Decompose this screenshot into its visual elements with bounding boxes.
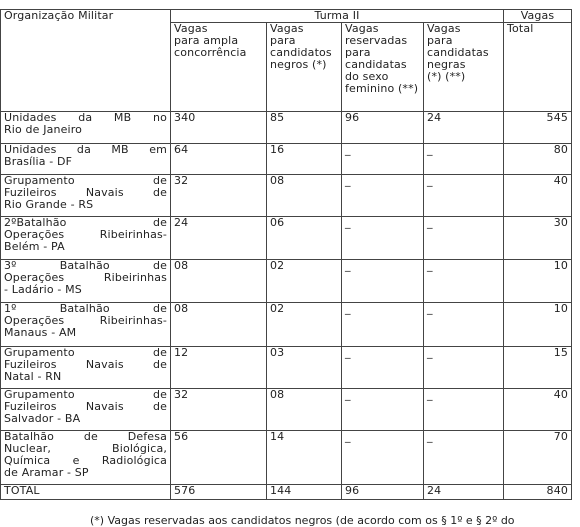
- negros-cell: 16: [267, 144, 342, 175]
- negros-cell: 08: [267, 389, 342, 431]
- header-sub-0: [171, 23, 267, 112]
- total-cell: 10: [504, 303, 572, 347]
- negras-cell: _: [424, 303, 504, 347]
- negras-cell: _: [424, 144, 504, 175]
- feminino-cell: _: [342, 217, 424, 260]
- header-sub-line: candidatos: [270, 46, 332, 59]
- header-sub-line: reservadas: [345, 34, 408, 47]
- header-org: Organização Militar: [1, 10, 171, 112]
- org-cell: [1, 303, 171, 347]
- ampla-cell: 576: [171, 485, 267, 500]
- header-sub-line: para: [345, 46, 371, 59]
- header-sub-line: Vagas: [270, 22, 304, 35]
- header-sub-line: do sexo: [345, 70, 389, 83]
- feminino-cell: 96: [342, 112, 424, 144]
- org-line: Nuclear, Biológica,: [4, 442, 167, 455]
- feminino-cell: _: [342, 260, 424, 303]
- org-line: Rio Grande - RS: [4, 198, 94, 211]
- org-line: 3º Batalhão de: [4, 259, 167, 272]
- ampla-cell: 08: [171, 303, 267, 347]
- header-sub-line: para ampla: [174, 34, 239, 47]
- ampla-cell: 64: [171, 144, 267, 175]
- table-row: [1, 347, 572, 389]
- ampla-cell: 32: [171, 389, 267, 431]
- negras-cell: 24: [424, 112, 504, 144]
- total-label: TOTAL: [1, 485, 171, 500]
- negras-cell: 24: [424, 485, 504, 500]
- org-line: Natal - RN: [4, 370, 62, 383]
- org-line: Fuzileiros Navais de: [4, 358, 167, 371]
- negros-cell: 08: [267, 175, 342, 217]
- org-cell: [1, 260, 171, 303]
- org-line: Grupamento de: [4, 388, 167, 401]
- table-row: [1, 431, 572, 485]
- footnote: (*) Vagas reservadas aos candidatos negros (de acordo com os § 1º e § 2º do: [90, 514, 515, 527]
- negras-cell: _: [424, 347, 504, 389]
- ampla-cell: 32: [171, 175, 267, 217]
- total-cell: 545: [504, 112, 572, 144]
- org-line: Operações Ribeirinhas-: [4, 314, 167, 327]
- header-sub-line: (*) (**): [427, 70, 466, 83]
- total-cell: 80: [504, 144, 572, 175]
- feminino-cell: _: [342, 144, 424, 175]
- negros-cell: 14: [267, 431, 342, 485]
- table-row: [1, 112, 572, 144]
- org-line: Brasília - DF: [4, 155, 73, 168]
- header-sub-line: Total: [507, 22, 534, 35]
- header-sub-line: feminino (**): [345, 82, 419, 95]
- vagas-table: [0, 9, 572, 500]
- org-cell: [1, 175, 171, 217]
- org-line: Grupamento de: [4, 174, 167, 187]
- org-line: Química e Radiológica: [4, 454, 167, 467]
- table-row: [1, 217, 572, 260]
- feminino-cell: 96: [342, 485, 424, 500]
- org-line: de Aramar - SP: [4, 466, 89, 479]
- negras-cell: _: [424, 389, 504, 431]
- negras-cell: _: [424, 431, 504, 485]
- header-sub-line: candidatas: [345, 58, 407, 71]
- org-line: 2ºBatalhão de: [4, 216, 167, 229]
- org-line: Unidades da MB no: [4, 111, 167, 124]
- org-line: Fuzileiros Navais de: [4, 186, 167, 199]
- negras-cell: _: [424, 217, 504, 260]
- negros-cell: 06: [267, 217, 342, 260]
- header-sub-line: Vagas: [174, 22, 208, 35]
- negros-cell: 03: [267, 347, 342, 389]
- feminino-cell: _: [342, 347, 424, 389]
- org-cell: [1, 217, 171, 260]
- ampla-cell: 08: [171, 260, 267, 303]
- negras-cell: _: [424, 260, 504, 303]
- total-cell: 70: [504, 431, 572, 485]
- org-line: 1º Batalhão de: [4, 302, 167, 315]
- total-cell: 40: [504, 175, 572, 217]
- header-turma: Turma II: [171, 10, 504, 23]
- org-line: Belém - PA: [4, 240, 65, 253]
- org-cell: [1, 431, 171, 485]
- header-sub-line: Vagas: [345, 22, 379, 35]
- org-line: Operações Ribeirinhas-: [4, 228, 167, 241]
- org-line: Fuzileiros Navais de: [4, 400, 167, 413]
- org-line: Unidades da MB em: [4, 143, 167, 156]
- org-line: Grupamento de: [4, 346, 167, 359]
- negros-cell: 02: [267, 260, 342, 303]
- org-cell: [1, 144, 171, 175]
- feminino-cell: _: [342, 175, 424, 217]
- header-sub-line: negras: [427, 58, 466, 71]
- negros-cell: 85: [267, 112, 342, 144]
- negras-cell: _: [424, 175, 504, 217]
- header-vagas: Vagas: [504, 10, 572, 23]
- header-sub-line: candidatas: [427, 46, 489, 59]
- total-cell: 15: [504, 347, 572, 389]
- table-row: [1, 175, 572, 217]
- header-sub-line: para: [427, 34, 453, 47]
- ampla-cell: 56: [171, 431, 267, 485]
- ampla-cell: 12: [171, 347, 267, 389]
- negros-cell: 144: [267, 485, 342, 500]
- org-line: Salvador - BA: [4, 412, 81, 425]
- header-sub-3: [424, 23, 504, 112]
- header-sub-line: concorrência: [174, 46, 247, 59]
- header-sub-line: negros (*): [270, 58, 327, 71]
- org-line: Manaus - AM: [4, 326, 77, 339]
- total-cell: 840: [504, 485, 572, 500]
- org-cell: [1, 389, 171, 431]
- feminino-cell: _: [342, 303, 424, 347]
- total-cell: 30: [504, 217, 572, 260]
- total-cell: 10: [504, 260, 572, 303]
- ampla-cell: 340: [171, 112, 267, 144]
- header-sub-1: [267, 23, 342, 112]
- negros-cell: 02: [267, 303, 342, 347]
- table-row: [1, 144, 572, 175]
- header-row-top: [1, 10, 572, 23]
- org-line: Batalhão de Defesa: [4, 430, 167, 443]
- total-row: [1, 485, 572, 500]
- org-line: Rio de Janeiro: [4, 123, 83, 136]
- table-row: [1, 389, 572, 431]
- feminino-cell: _: [342, 431, 424, 485]
- header-sub-line: Vagas: [427, 22, 461, 35]
- org-cell: [1, 112, 171, 144]
- total-cell: 40: [504, 389, 572, 431]
- header-sub-line: para: [270, 34, 296, 47]
- ampla-cell: 24: [171, 217, 267, 260]
- feminino-cell: _: [342, 389, 424, 431]
- header-sub-4: [504, 23, 572, 112]
- org-line: - Ladário - MS: [4, 283, 82, 296]
- header-sub-2: [342, 23, 424, 112]
- table-row: [1, 260, 572, 303]
- org-cell: [1, 347, 171, 389]
- org-line: Operações Ribeirinhas: [4, 271, 167, 284]
- table-row: [1, 303, 572, 347]
